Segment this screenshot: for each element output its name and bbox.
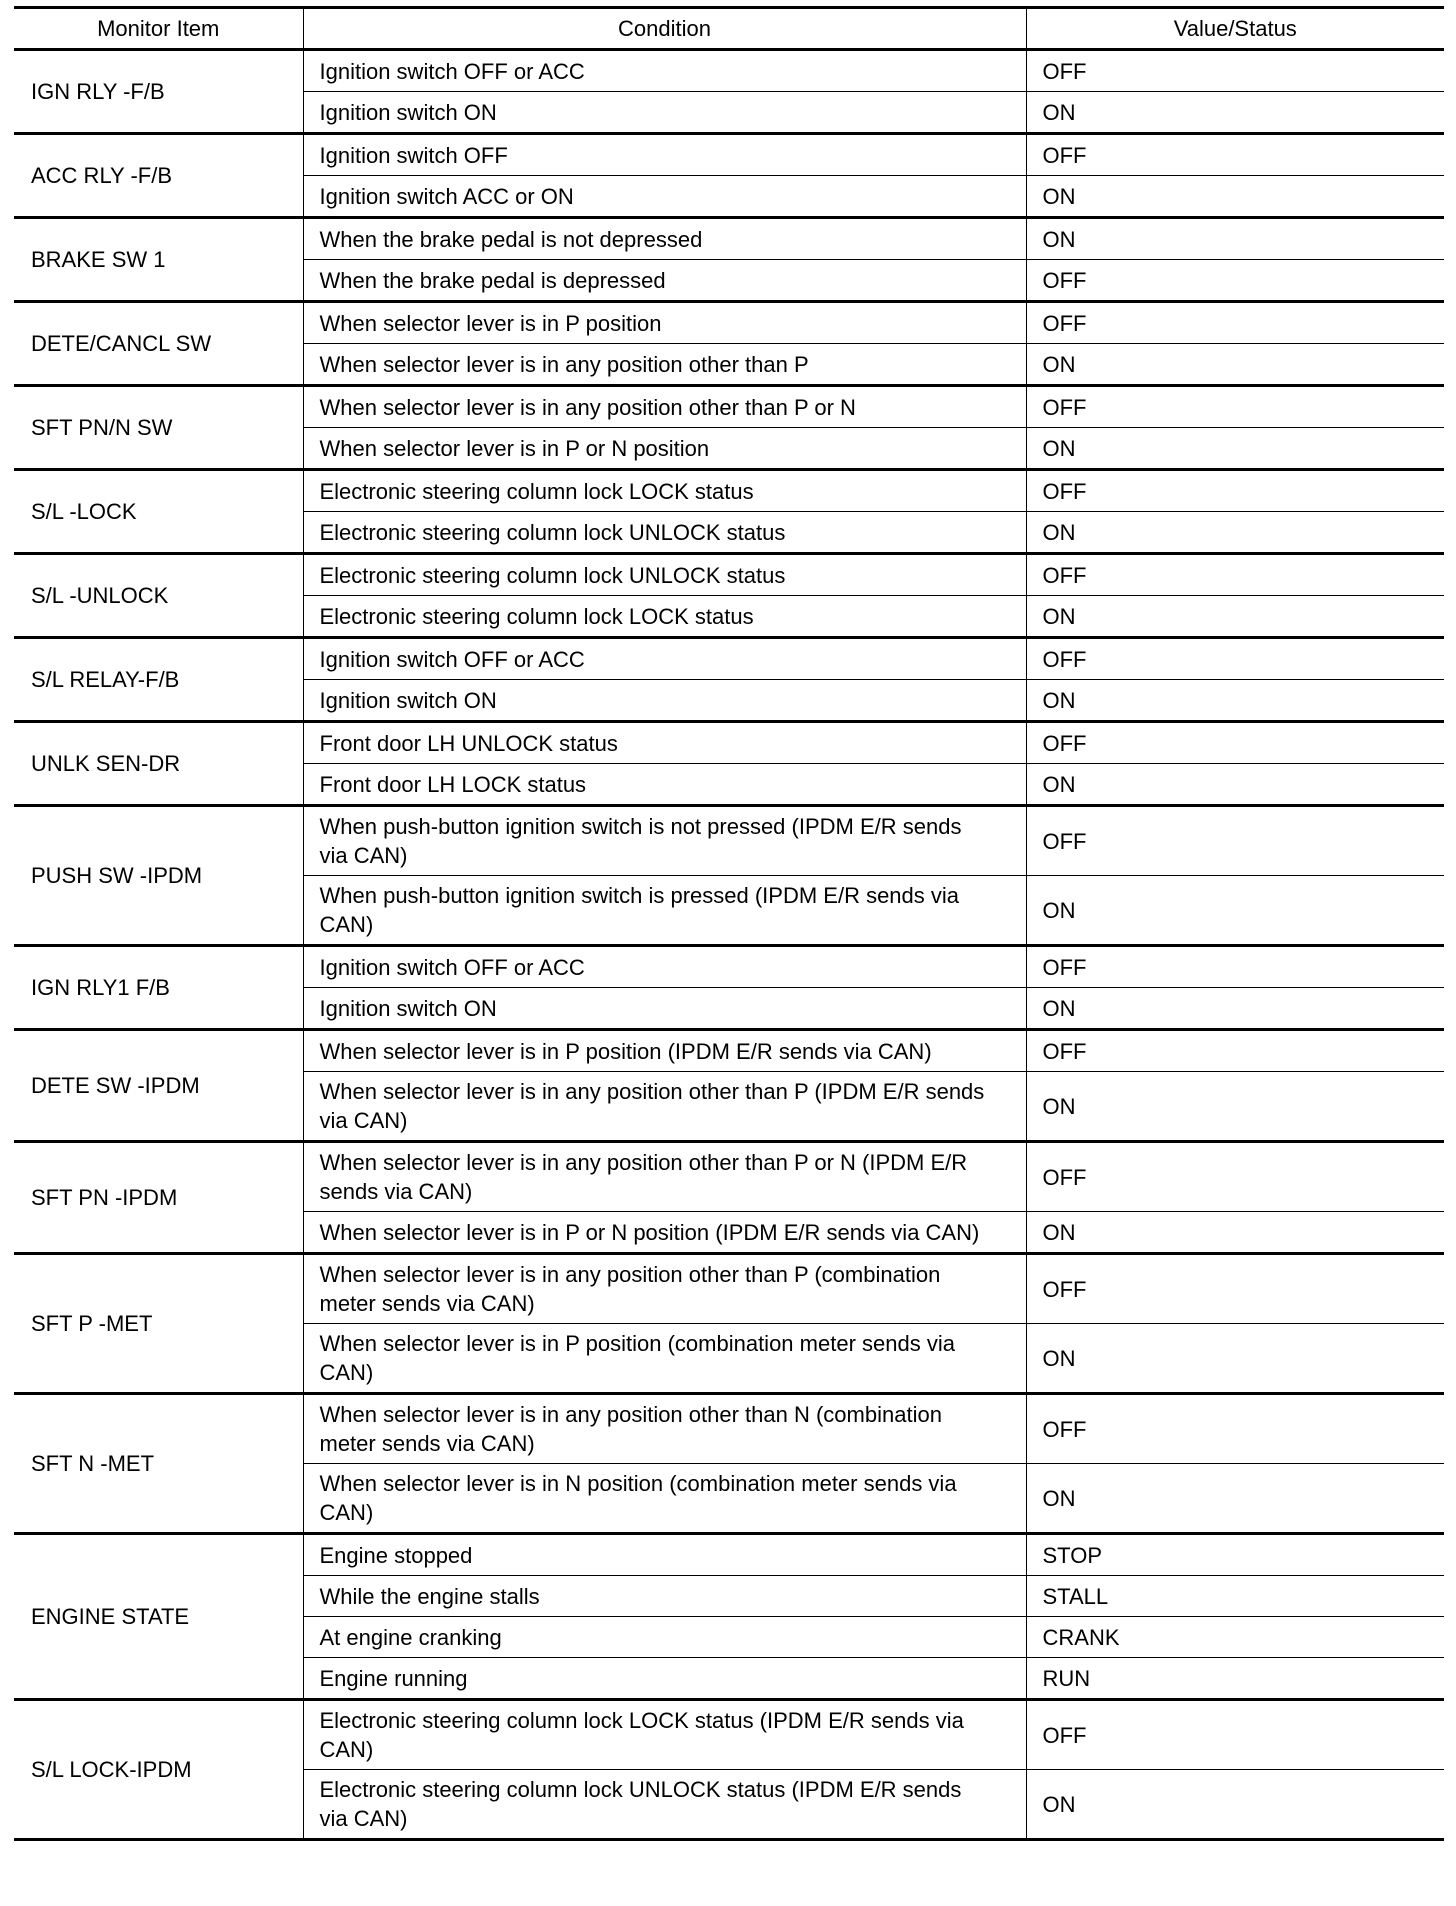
condition-cell: Electronic steering column lock UNLOCK status [303, 512, 1026, 554]
monitor-item-cell: S/L RELAY-F/B [14, 638, 303, 722]
condition-line: When push-button ignition switch is pressed (IPDM E/R sends via [319, 883, 960, 908]
table-row [14, 1700, 1444, 1770]
condition-line: When selector lever is in any position other than N (combination [319, 1402, 942, 1427]
condition-cell: Ignition switch ON [303, 988, 1026, 1030]
header-condition: Condition [303, 8, 1026, 50]
table-row [14, 1254, 1444, 1324]
condition-line: meter sends via CAN) [319, 1431, 535, 1456]
table-row [14, 1394, 1444, 1464]
value-status-cell: OFF [1026, 1030, 1444, 1072]
monitor-table [14, 6, 1444, 1841]
value-status-cell: CRANK [1026, 1617, 1444, 1658]
value-status-cell: ON [1026, 596, 1444, 638]
condition-cell: Engine stopped [303, 1534, 1026, 1576]
table-body [14, 50, 1444, 1840]
header-monitor-item: Monitor Item [14, 8, 303, 50]
condition-line: When selector lever is in any position other than P or N (IPDM E/R [319, 1150, 968, 1175]
value-status-cell: OFF [1026, 554, 1444, 596]
value-status-cell: OFF [1026, 1700, 1444, 1770]
value-status-cell: ON [1026, 1324, 1444, 1394]
condition-cell: Ignition switch OFF or ACC [303, 50, 1026, 92]
value-status-cell: OFF [1026, 1254, 1444, 1324]
monitor-item-cell: SFT PN/N SW [14, 386, 303, 470]
table-row [14, 806, 1444, 876]
condition-cell [303, 1254, 1026, 1324]
table-row [14, 134, 1444, 176]
condition-line: sends via CAN) [319, 1179, 473, 1204]
condition-cell: When the brake pedal is depressed [303, 260, 1026, 302]
monitor-item-cell: UNLK SEN-DR [14, 722, 303, 806]
table-row [14, 470, 1444, 512]
condition-cell [303, 1770, 1026, 1840]
condition-line: CAN) [319, 912, 374, 937]
condition-cell: Front door LH UNLOCK status [303, 722, 1026, 764]
condition-line: When selector lever is in N position (combination meter sends via [319, 1471, 957, 1496]
condition-cell: When selector lever is in P or N position [303, 428, 1026, 470]
value-status-cell: ON [1026, 344, 1444, 386]
table-row [14, 946, 1444, 988]
table-row [14, 386, 1444, 428]
condition-line: via CAN) [319, 1806, 408, 1831]
condition-cell [303, 1700, 1026, 1770]
table-row [14, 50, 1444, 92]
monitor-item-cell: DETE SW -IPDM [14, 1030, 303, 1142]
condition-cell: Ignition switch OFF or ACC [303, 946, 1026, 988]
condition-cell [303, 1072, 1026, 1142]
value-status-cell: OFF [1026, 722, 1444, 764]
value-status-cell: OFF [1026, 302, 1444, 344]
value-status-cell: OFF [1026, 260, 1444, 302]
condition-cell: While the engine stalls [303, 1576, 1026, 1617]
value-status-cell: OFF [1026, 470, 1444, 512]
value-status-cell: ON [1026, 876, 1444, 946]
table-row [14, 302, 1444, 344]
condition-line: CAN) [319, 1737, 374, 1762]
value-status-cell: OFF [1026, 386, 1444, 428]
value-status-cell: ON [1026, 988, 1444, 1030]
condition-line: Electronic steering column lock LOCK status (IPDM E/R sends via [319, 1708, 964, 1733]
header-value-status: Value/Status [1026, 8, 1444, 50]
value-status-cell: ON [1026, 680, 1444, 722]
condition-line: When selector lever is in any position other than P (combination [319, 1262, 941, 1287]
value-status-cell: ON [1026, 1770, 1444, 1840]
value-status-cell: ON [1026, 512, 1444, 554]
table-row [14, 554, 1444, 596]
monitor-item-cell: ENGINE STATE [14, 1534, 303, 1700]
value-status-cell: ON [1026, 1212, 1444, 1254]
condition-cell: When selector lever is in P or N position (IPDM E/R sends via CAN) [303, 1212, 1026, 1254]
condition-cell [303, 1464, 1026, 1534]
table-row [14, 1534, 1444, 1576]
value-status-cell: OFF [1026, 1142, 1444, 1212]
monitor-item-cell: SFT P -MET [14, 1254, 303, 1394]
condition-cell: When selector lever is in P position (IPDM E/R sends via CAN) [303, 1030, 1026, 1072]
value-status-cell: OFF [1026, 50, 1444, 92]
condition-cell: Ignition switch ON [303, 92, 1026, 134]
monitor-item-cell: S/L LOCK-IPDM [14, 1700, 303, 1840]
condition-cell [303, 1324, 1026, 1394]
monitor-item-cell: DETE/CANCL SW [14, 302, 303, 386]
condition-cell [303, 1394, 1026, 1464]
table-row [14, 1030, 1444, 1072]
condition-line: meter sends via CAN) [319, 1291, 535, 1316]
condition-cell: Ignition switch ACC or ON [303, 176, 1026, 218]
condition-line: Electronic steering column lock UNLOCK status (IPDM E/R sends [319, 1777, 962, 1802]
value-status-cell: ON [1026, 176, 1444, 218]
condition-cell: Engine running [303, 1658, 1026, 1700]
monitor-item-cell: IGN RLY1 F/B [14, 946, 303, 1030]
table-row [14, 638, 1444, 680]
table-row [14, 218, 1444, 260]
value-status-cell: ON [1026, 92, 1444, 134]
condition-cell [303, 1142, 1026, 1212]
condition-line: via CAN) [319, 1108, 408, 1133]
condition-line: CAN) [319, 1360, 374, 1385]
condition-line: via CAN) [319, 843, 408, 868]
monitor-item-cell: SFT PN -IPDM [14, 1142, 303, 1254]
monitor-item-cell: BRAKE SW 1 [14, 218, 303, 302]
table-header [14, 8, 1444, 50]
condition-line: When selector lever is in P position (combination meter sends via [319, 1331, 955, 1356]
condition-cell: When selector lever is in any position other than P [303, 344, 1026, 386]
value-status-cell: ON [1026, 1464, 1444, 1534]
monitor-item-cell: IGN RLY -F/B [14, 50, 303, 134]
value-status-cell: ON [1026, 218, 1444, 260]
value-status-cell: RUN [1026, 1658, 1444, 1700]
monitor-item-cell: PUSH SW -IPDM [14, 806, 303, 946]
condition-cell: When the brake pedal is not depressed [303, 218, 1026, 260]
condition-cell: Ignition switch OFF [303, 134, 1026, 176]
monitor-item-cell: ACC RLY -F/B [14, 134, 303, 218]
value-status-cell: ON [1026, 1072, 1444, 1142]
condition-cell: Electronic steering column lock UNLOCK status [303, 554, 1026, 596]
value-status-cell: STALL [1026, 1576, 1444, 1617]
monitor-item-cell: S/L -UNLOCK [14, 554, 303, 638]
condition-cell [303, 806, 1026, 876]
value-status-cell: OFF [1026, 806, 1444, 876]
condition-line: When push-button ignition switch is not pressed (IPDM E/R sends [319, 814, 962, 839]
value-status-cell: OFF [1026, 946, 1444, 988]
condition-cell: Ignition switch OFF or ACC [303, 638, 1026, 680]
monitor-item-cell: SFT N -MET [14, 1394, 303, 1534]
table-row [14, 1142, 1444, 1212]
value-status-cell: OFF [1026, 1394, 1444, 1464]
condition-cell: Electronic steering column lock LOCK status [303, 470, 1026, 512]
monitor-item-cell: S/L -LOCK [14, 470, 303, 554]
condition-cell [303, 876, 1026, 946]
condition-cell: When selector lever is in P position [303, 302, 1026, 344]
condition-cell: Electronic steering column lock LOCK status [303, 596, 1026, 638]
monitor-table-container [14, 6, 1444, 1841]
header-row [14, 8, 1444, 50]
condition-cell: Front door LH LOCK status [303, 764, 1026, 806]
value-status-cell: ON [1026, 428, 1444, 470]
value-status-cell: ON [1026, 764, 1444, 806]
value-status-cell: OFF [1026, 638, 1444, 680]
condition-cell: Ignition switch ON [303, 680, 1026, 722]
value-status-cell: OFF [1026, 134, 1444, 176]
condition-cell: At engine cranking [303, 1617, 1026, 1658]
condition-line: When selector lever is in any position other than P (IPDM E/R sends [319, 1079, 985, 1104]
condition-cell: When selector lever is in any position other than P or N [303, 386, 1026, 428]
condition-line: CAN) [319, 1500, 374, 1525]
table-row [14, 722, 1444, 764]
value-status-cell: STOP [1026, 1534, 1444, 1576]
